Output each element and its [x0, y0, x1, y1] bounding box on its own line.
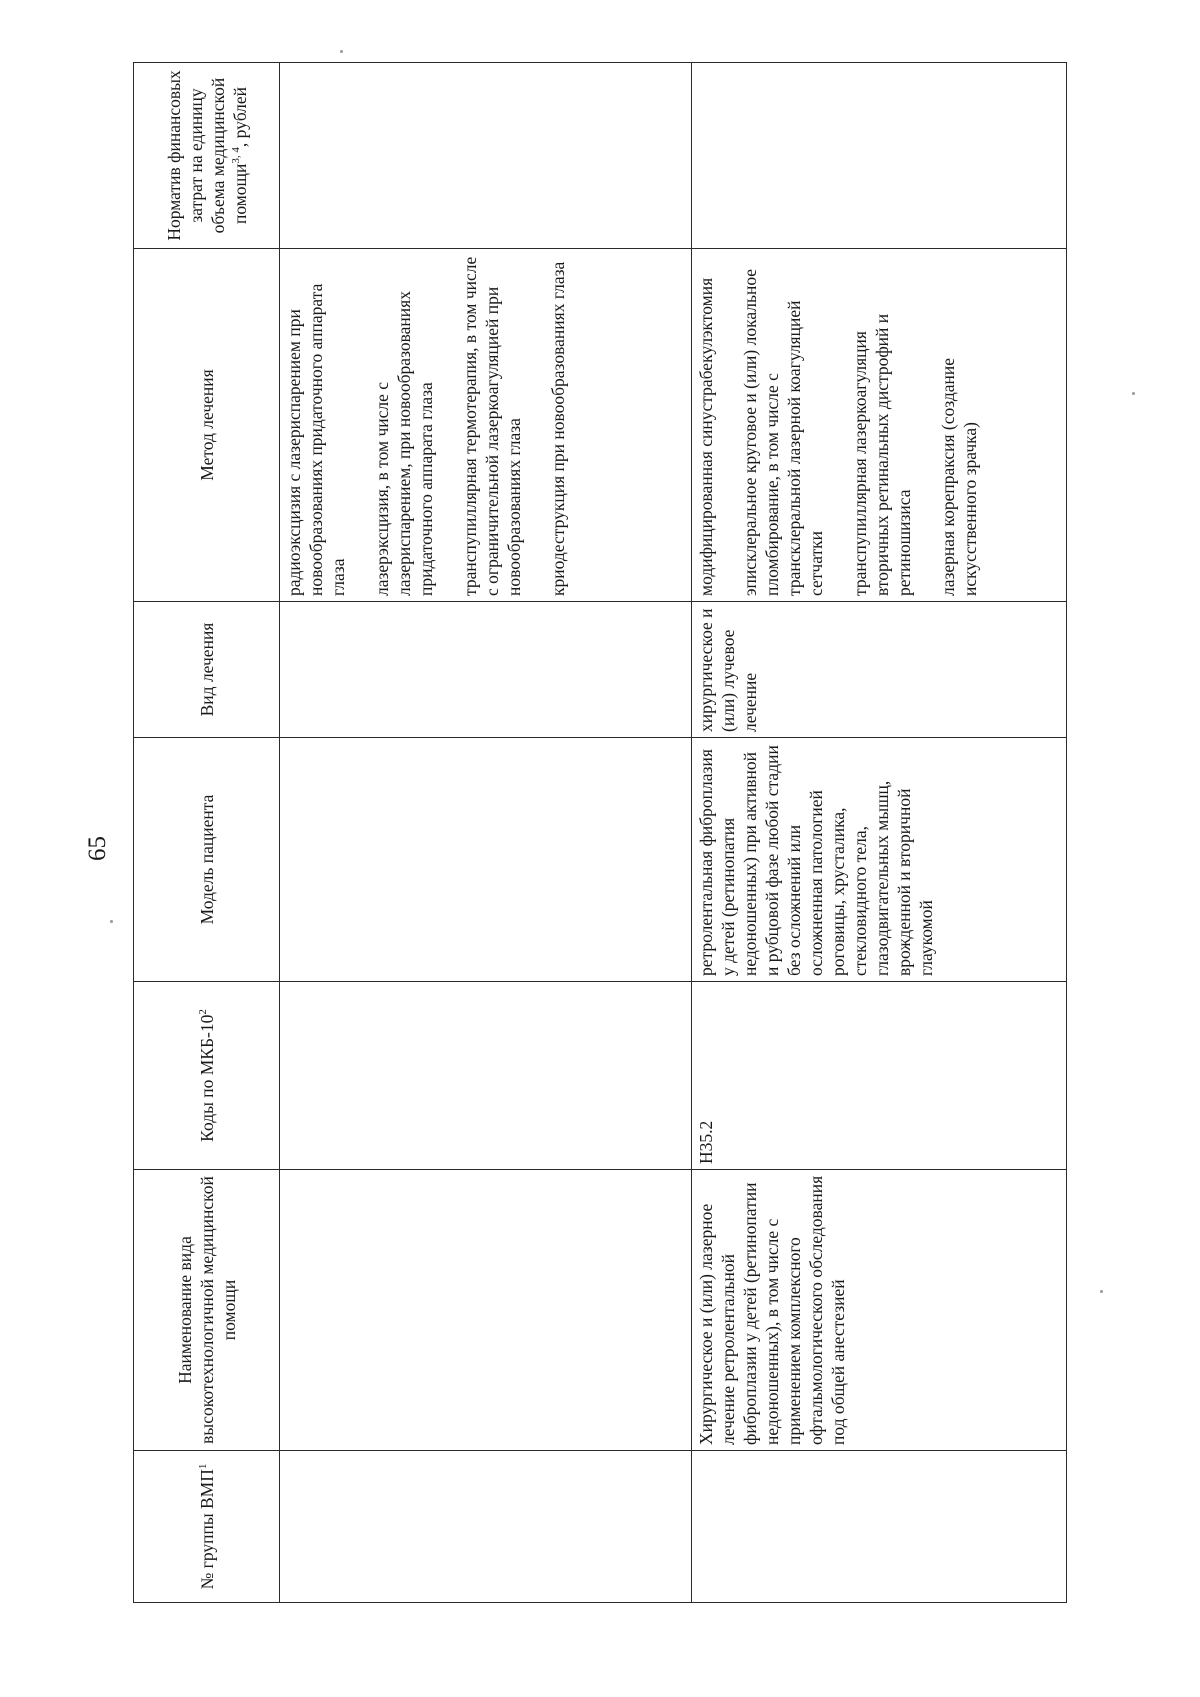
header-icd-codes: Коды по МКБ-$10^2$: [134, 982, 280, 1170]
cell-cost-norm: [280, 63, 692, 249]
method-item: транспупиллярная термотерапия, в том числе с ограничительной лазеркоагуляцией при новообразованиях глаза: [460, 256, 524, 596]
scan-speck: [1100, 1290, 1103, 1293]
scan-speck: [1132, 392, 1135, 395]
cell-patient-model: [280, 738, 692, 982]
cell-treatment-type: хирургическое и (или) лучевое лечение: [692, 602, 1067, 738]
page-number: 65: [84, 836, 111, 861]
method-item: радиоэксцизия с лазериспарением при новообразованиях придаточного аппарата глаза: [284, 283, 348, 596]
header-treatment-type: Вид лечения: [134, 602, 280, 738]
rotated-table-container: [133, 63, 1067, 1603]
method-item: лазерная корепраксия (создание искусственного зрачка): [938, 358, 980, 596]
method-item: модифицированная синустрабекулэктомия: [696, 277, 716, 596]
cell-group-no: [280, 1451, 692, 1603]
cell-treatment-type: [280, 602, 692, 738]
method-item: криодеструкция при новообразованиях глаза: [548, 261, 568, 596]
cell-service-name: Хирургическое и (или) лазерное лечение ретролентальной фиброплазии у детей (ретинопатии недоношенных), в том числе с применением комплексного офтальмологического обследования под общей анестезией: [692, 1170, 1067, 1451]
scan-speck: [340, 50, 343, 53]
method-item: транспупиллярная лазеркоагуляция вторичных ретинальных дистрофий и ретиношизиса: [850, 313, 914, 596]
scan-speck: [110, 920, 113, 923]
header-row: [134, 63, 280, 1603]
cell-service-name: [280, 1170, 692, 1451]
header-patient-model: Модель пациента: [134, 738, 280, 982]
vmp-table: [133, 62, 1067, 1603]
cell-cost-norm: [692, 63, 1067, 249]
cell-treatment-method: [280, 249, 692, 602]
header-treatment-method: Метод лечения: [134, 249, 280, 602]
cell-group-no: [692, 1451, 1067, 1603]
cell-patient-model: ретролентальная фиброплазия у детей (ретинопатия недоношенных) при активной и рубцовой фазе любой стадии без осложнений или осложненная патологией роговицы, хрусталика, стекловидного тела, глазодвигательных мышц, врожденной и вторичной глаукомой: [692, 738, 1067, 982]
cell-icd-codes: [280, 982, 692, 1170]
method-item: эписклеральное круговое и (или) локальное пломбирование, в том числе с трансклеральной лазерной коагуляцией сетчатки: [740, 268, 826, 596]
header-cost-norm: Норматив финансовых затрат на единицу объема медицинской помощи$^{3, 4}$, рублей: [134, 63, 280, 249]
table-row: [280, 63, 692, 1603]
cell-icd-codes: H35.2: [692, 982, 1067, 1170]
header-group-no: № группы ВМП$^1$: [134, 1451, 280, 1603]
cell-treatment-method: [692, 249, 1067, 602]
table-row: [692, 63, 1067, 1603]
header-service-name: Наименование вида высокотехнологичной медицинской помощи: [134, 1170, 280, 1451]
method-item: лазерэксцизия, в том числе с лазериспарением, при новообразованиях придаточного аппарата глаза: [372, 291, 436, 596]
